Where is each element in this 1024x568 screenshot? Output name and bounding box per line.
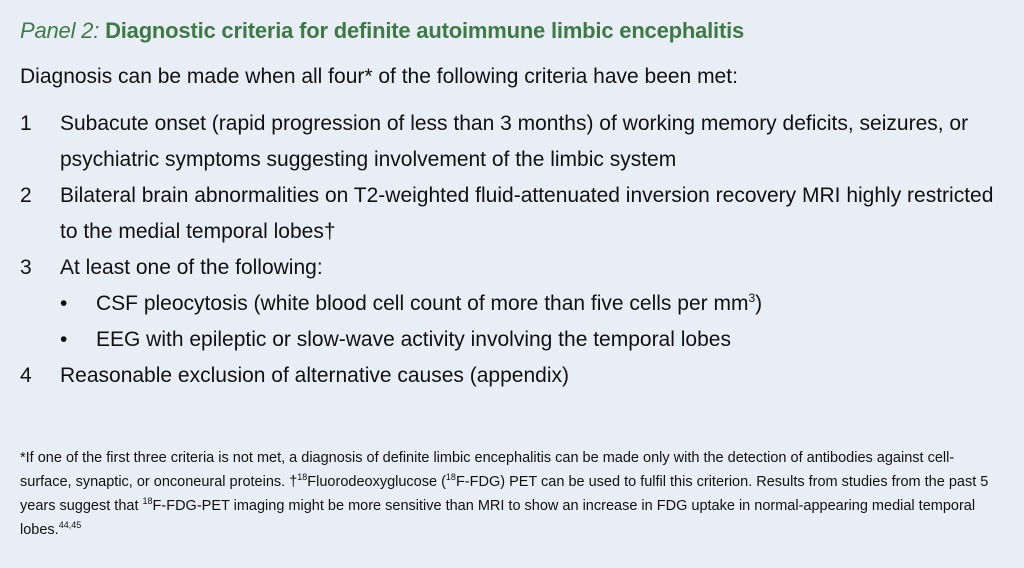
footnote-sup2: 18 [445, 472, 456, 482]
panel-title [20, 16, 1004, 46]
criterion-body [60, 250, 1004, 358]
sub-criterion-text-end: ) [755, 292, 763, 315]
sub-criterion-eeg [60, 322, 1004, 358]
criterion-3 [20, 250, 1004, 358]
footnote-references: 44,45 [58, 520, 82, 530]
intro-text: Diagnosis can be made when all four* of the following criteria have been met: [20, 65, 738, 88]
footnote-sup1: 18 [297, 472, 308, 482]
criterion-number: 3 [20, 256, 32, 279]
footnote-part1: *If one of the first three criteria is not met, a diagnosis of definite limbic encephalitis can be made only with the detection of antibodies against cell-surface, synaptic, or onconeural proteins. † [20, 450, 955, 490]
footnote [20, 446, 1000, 542]
criteria-list [20, 106, 1004, 394]
criterion-text: Subacute onset (rapid progression of less than 3 months) of working memory deficits, seizures, or psychiatric symptoms suggesting involvement of the limbic system [60, 112, 969, 171]
sub-criterion-text-main: CSF pleocytosis (white blood cell count of more than five cells per mm [96, 292, 749, 315]
sub-criterion-csf [60, 286, 1004, 322]
bullet-icon: • [60, 292, 68, 315]
superscript-cubed: 3 [748, 291, 756, 305]
sub-criterion-text [96, 286, 762, 322]
criterion-2 [20, 178, 1004, 250]
criterion-text: Reasonable exclusion of alternative causes (appendix) [60, 364, 569, 387]
criterion-number: 4 [20, 364, 32, 387]
criterion-number: 2 [20, 184, 32, 207]
criterion-number: 1 [20, 112, 32, 135]
bullet-icon: • [60, 328, 68, 351]
sub-criteria-list [60, 286, 1004, 358]
footnote-part4: F-FDG-PET imaging might be more sensitive than MRI to show an increase in FDG uptake in normal-appearing medial temporal lobes. [20, 498, 976, 538]
footnote-part3: F-FDG) PET can be used to fulfil this criterion. Results from studies from the past 5 years suggest that [20, 474, 989, 514]
footnote-sup3: 18 [142, 496, 153, 506]
criterion-text: Bilateral brain abnormalities on T2-weighted fluid-attenuated inversion recovery MRI highly restricted to the medial temporal lobes† [60, 184, 994, 243]
panel-title-text: Diagnostic criteria for definite autoimmune limbic encephalitis [105, 18, 745, 43]
footnote-part2: Fluorodeoxyglucose ( [307, 474, 446, 490]
criterion-text: At least one of the following: [60, 256, 323, 279]
sub-criterion-text: EEG with epileptic or slow-wave activity involving the temporal lobes [96, 328, 731, 351]
panel-label: Panel 2: [20, 18, 100, 43]
criterion-4 [20, 358, 1004, 394]
criterion-1 [20, 106, 1004, 178]
